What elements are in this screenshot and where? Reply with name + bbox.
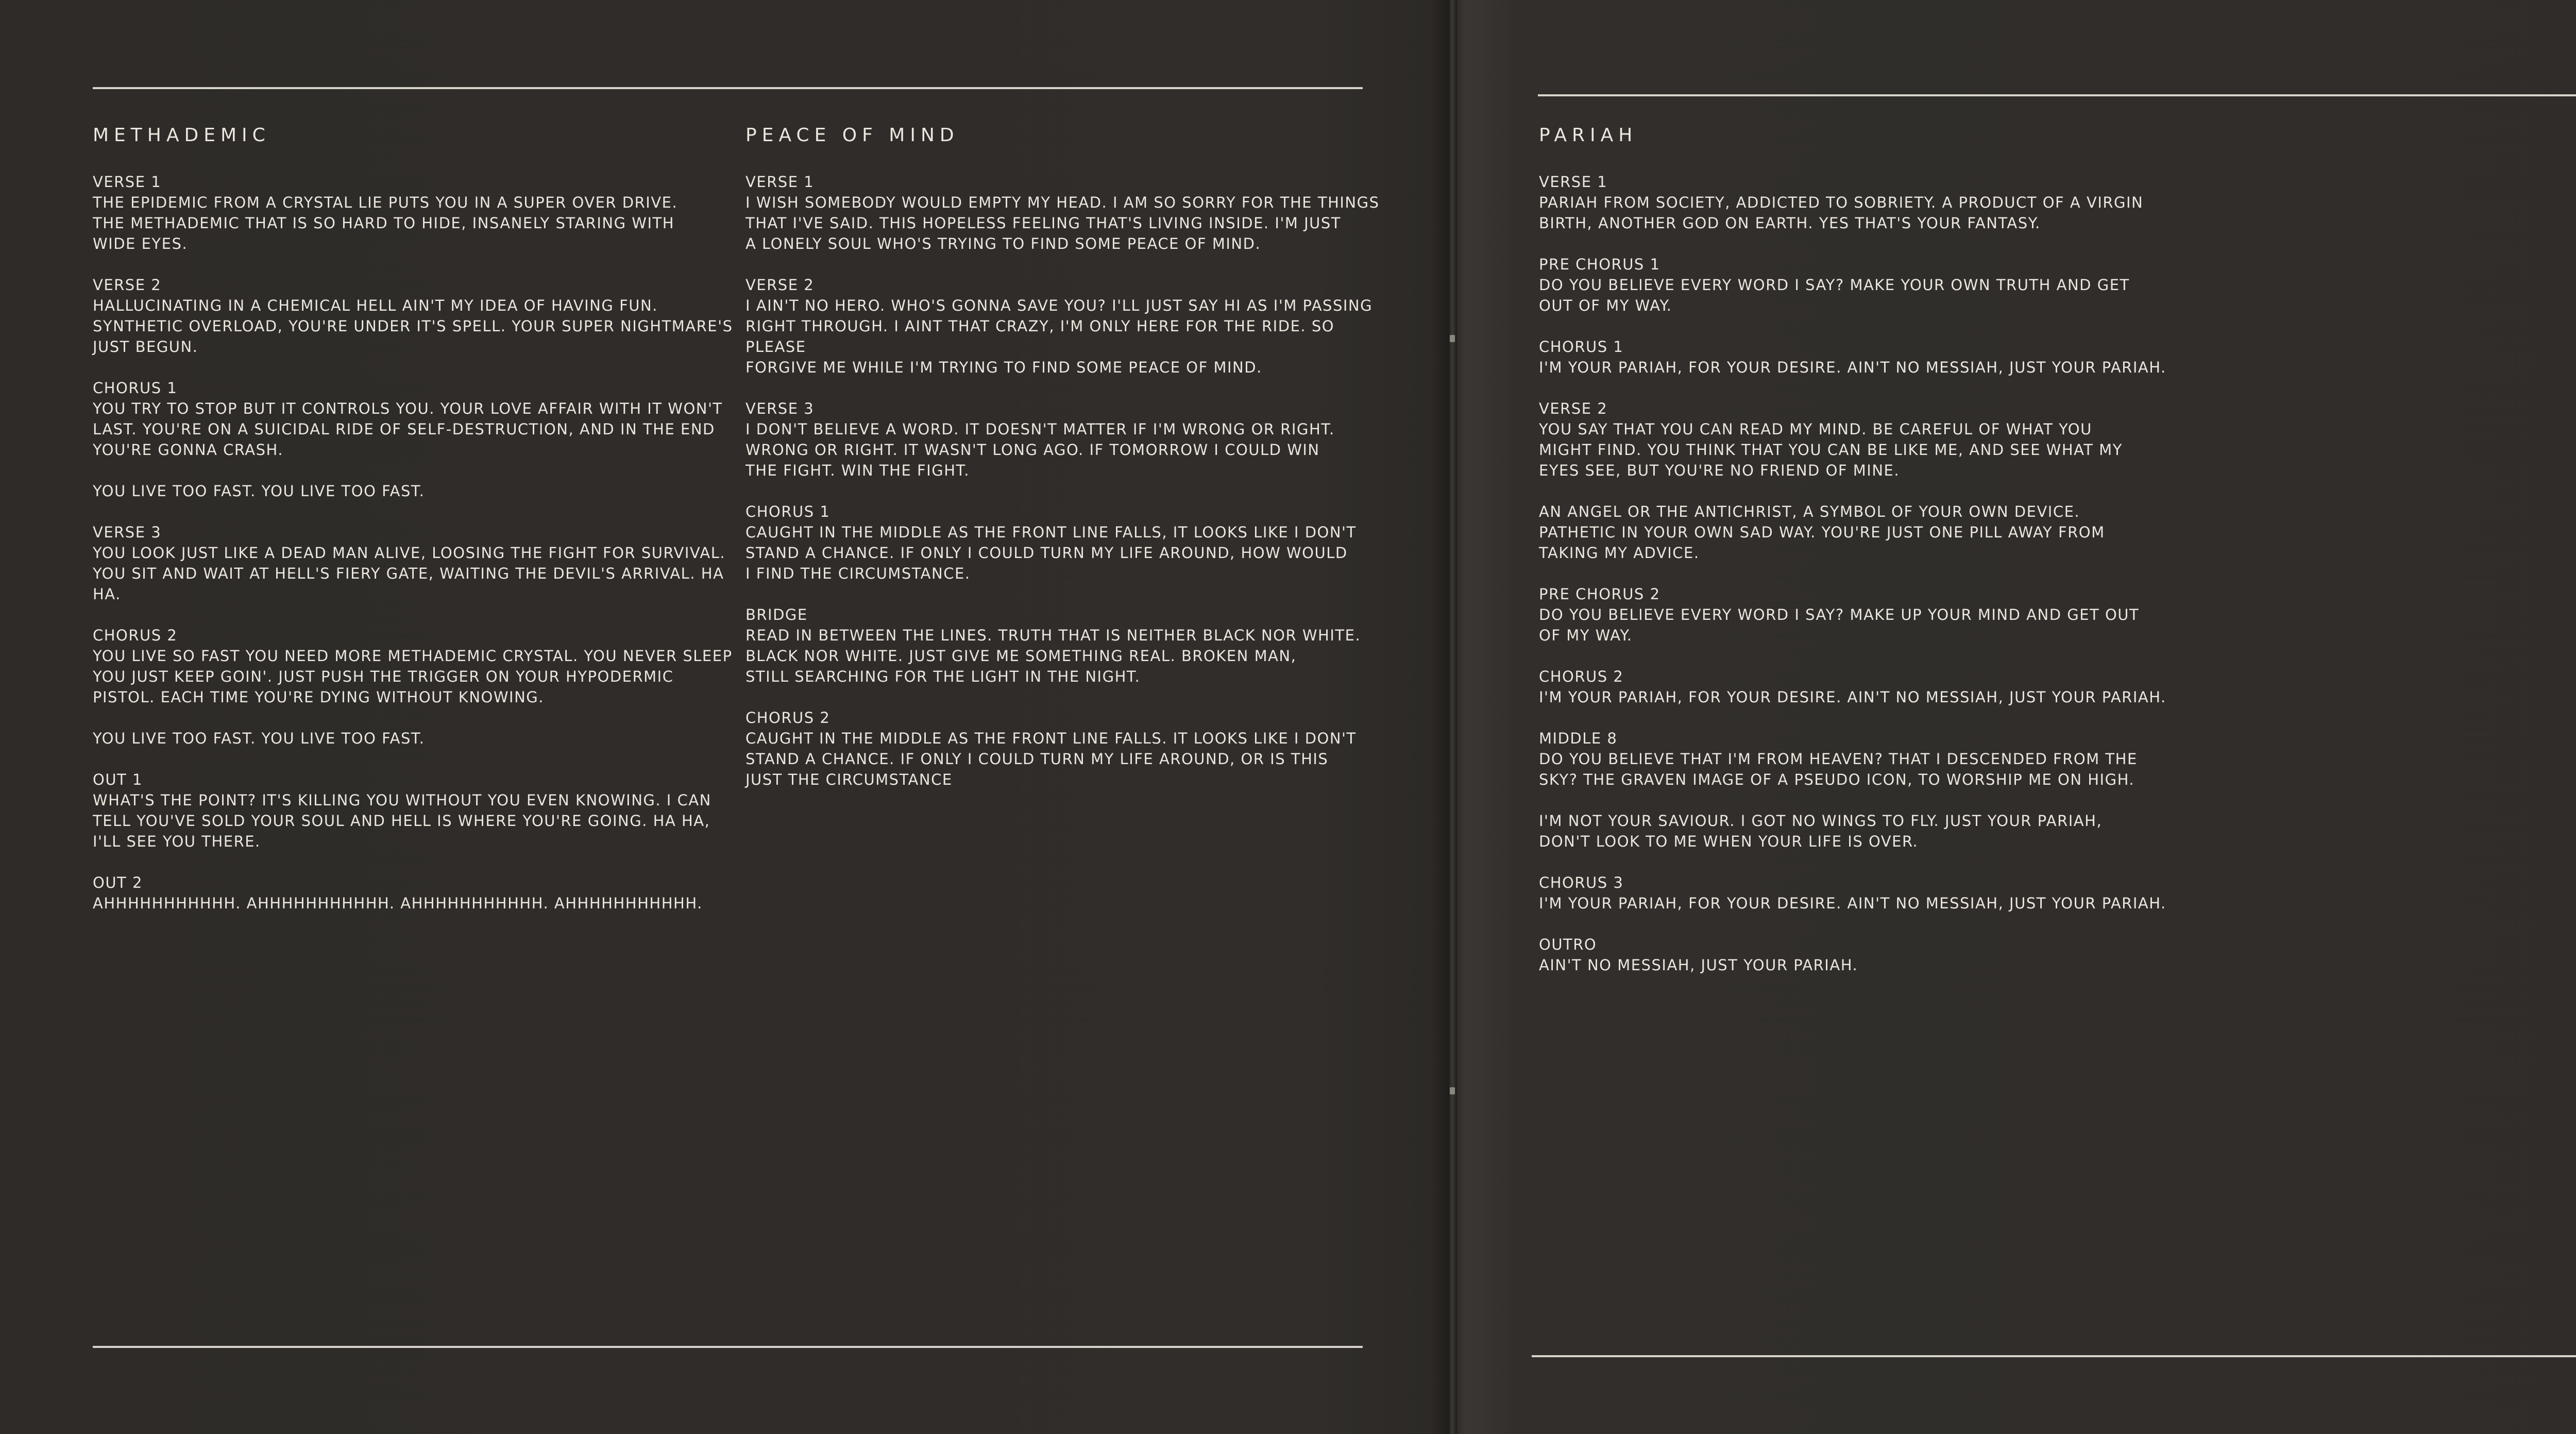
section-label: CHORUS 3	[1539, 874, 1624, 891]
lyric-section	[93, 172, 737, 254]
section-label: PRE CHORUS 2	[1539, 585, 1660, 603]
lyric-text: DO YOU BELIEVE EVERY WORD I SAY? MAKE UP YOUR MIND AND GET OUT OF MY WAY.	[1539, 606, 2140, 644]
section-label: CHORUS 2	[745, 709, 831, 727]
section-label: OUT 1	[93, 771, 143, 788]
lyric-section	[1539, 172, 2209, 233]
lyric-section	[745, 604, 1389, 687]
lyric-text: YOU LOOK JUST LIKE A DEAD MAN ALIVE, LOOSING THE FIGHT FOR SURVIVAL. YOU SIT AND WAIT AT HELL'S FIERY GATE, WAITING THE DEVIL'S ARRIVAL. HA HA.	[93, 544, 726, 603]
lyric-text: WHAT'S THE POINT? IT'S KILLING YOU WITHOUT YOU EVEN KNOWING. I CAN TELL YOU'VE SOLD YOUR SOUL AND HELL IS WHERE YOU'RE GOING. HA HA, I'LL SEE YOU THERE.	[93, 791, 711, 850]
lyric-section	[1539, 501, 2209, 563]
booklet-spine	[1448, 0, 1457, 1434]
staple	[1450, 335, 1455, 342]
top-divider-left	[93, 87, 1363, 89]
lyric-section	[1539, 728, 2209, 790]
lyric-text: I'M YOUR PARIAH, FOR YOUR DESIRE. AIN'T NO MESSIAH, JUST YOUR PARIAH.	[1539, 895, 2166, 912]
lyric-text: READ IN BETWEEN THE LINES. TRUTH THAT IS NEITHER BLACK NOR WHITE. BLACK NOR WHITE. JUST GIVE ME SOMETHING REAL. BROKEN MAN, STILL SEARCHING FOR THE LIGHT IN THE NIGHT.	[745, 627, 1361, 685]
section-label: CHORUS 2	[1539, 668, 1624, 685]
lyric-text: HALLUCINATING IN A CHEMICAL HELL AIN'T MY IDEA OF HAVING FUN. SYNTHETIC OVERLOAD, YOU'RE UNDER IT'S SPELL. YOUR SUPER NIGHTMARE'S JUST BEGUN.	[93, 297, 733, 356]
lyric-text: YOU LIVE TOO FAST. YOU LIVE TOO FAST.	[93, 730, 425, 747]
song-peace-of-mind	[745, 125, 1389, 811]
section-label: PRE CHORUS 1	[1539, 256, 1660, 273]
lyric-section	[745, 707, 1389, 790]
lyric-text: DO YOU BELIEVE THAT I'M FROM HEAVEN? THAT I DESCENDED FROM THE SKY? THE GRAVEN IMAGE OF A PSEUDO ICON, TO WORSHIP ME ON HIGH.	[1539, 750, 2138, 788]
lyric-section	[745, 398, 1389, 481]
lyric-text: I'M YOUR PARIAH, FOR YOUR DESIRE. AIN'T NO MESSIAH, JUST YOUR PARIAH.	[1539, 359, 2166, 376]
lyric-text: CAUGHT IN THE MIDDLE AS THE FRONT LINE FALLS. IT LOOKS LIKE I DON'T STAND A CHANCE. IF ONLY I COULD TURN MY LIFE AROUND, OR IS THIS JUST THE CIRCUMSTANCE	[745, 730, 1357, 788]
song-pariah	[1539, 125, 2209, 996]
lyric-section	[93, 872, 737, 914]
lyric-section	[1539, 398, 2209, 481]
lyric-text: THE EPIDEMIC FROM A CRYSTAL LIE PUTS YOU IN A SUPER OVER DRIVE. THE METHADEMIC THAT IS SO HARD TO HIDE, INSANELY STARING WITH WIDE EYES.	[93, 194, 678, 252]
lyric-text: AN ANGEL OR THE ANTICHRIST, A SYMBOL OF YOUR OWN DEVICE. PATHETIC IN YOUR OWN SAD WAY. YOU'RE JUST ONE PILL AWAY FROM TAKING MY ADVICE.	[1539, 503, 2105, 562]
bottom-divider-right	[1532, 1355, 2576, 1357]
section-label: CHORUS 1	[93, 379, 178, 397]
lyric-section	[1539, 584, 2209, 646]
lyric-section	[93, 728, 737, 749]
staple	[1450, 1087, 1455, 1094]
song-methademic	[93, 125, 737, 934]
lyric-section	[1539, 872, 2209, 914]
lyric-text: I DON'T BELIEVE A WORD. IT DOESN'T MATTER IF I'M WRONG OR RIGHT. WRONG OR RIGHT. IT WASN'T LONG AGO. IF TOMORROW I COULD WIN THE FIGHT. WIN THE FIGHT.	[745, 420, 1335, 479]
section-label: OUT 2	[93, 874, 143, 891]
lyric-text: PARIAH FROM SOCIETY, ADDICTED TO SOBRIETY. A PRODUCT OF A VIRGIN BIRTH, ANOTHER GOD ON EARTH. YES THAT'S YOUR FANTASY.	[1539, 194, 2144, 232]
lyric-section	[93, 522, 737, 604]
section-label: OUTRO	[1539, 936, 1597, 953]
lyric-text: YOU TRY TO STOP BUT IT CONTROLS YOU. YOUR LOVE AFFAIR WITH IT WON'T LAST. YOU'RE ON A SUICIDAL RIDE OF SELF-DESTRUCTION, AND IN THE END YOU'RE GONNA CRASH.	[93, 400, 723, 459]
section-label: MIDDLE 8	[1539, 730, 1618, 747]
song-title: PARIAH	[1539, 125, 1638, 146]
lyric-section	[745, 172, 1389, 254]
lyric-section	[1539, 336, 2209, 378]
section-label: CHORUS 2	[93, 627, 178, 644]
section-label: VERSE 1	[93, 173, 162, 191]
lyric-section	[93, 275, 737, 357]
section-label: VERSE 2	[1539, 400, 1608, 417]
song-title: METHADEMIC	[93, 125, 270, 146]
lyric-section	[1539, 254, 2209, 316]
lyric-section	[93, 481, 737, 501]
lyric-text: I'M YOUR PARIAH, FOR YOUR DESIRE. AIN'T NO MESSIAH, JUST YOUR PARIAH.	[1539, 688, 2166, 706]
lyric-text: YOU LIVE SO FAST YOU NEED MORE METHADEMIC CRYSTAL. YOU NEVER SLEEP YOU JUST KEEP GOIN'. JUST PUSH THE TRIGGER ON YOUR HYPODERMIC PISTOL. EACH TIME YOU'RE DYING WITHOUT KNOWING.	[93, 647, 733, 706]
lyric-text: DO YOU BELIEVE EVERY WORD I SAY? MAKE YOUR OWN TRUTH AND GET OUT OF MY WAY.	[1539, 276, 2130, 314]
section-label: CHORUS 1	[1539, 338, 1624, 356]
lyric-text: AIN'T NO MESSIAH, JUST YOUR PARIAH.	[1539, 956, 1858, 974]
lyric-section	[93, 378, 737, 460]
section-label: VERSE 1	[1539, 173, 1608, 191]
section-label: VERSE 3	[93, 524, 162, 541]
lyric-section	[1539, 811, 2209, 852]
lyric-section	[1539, 934, 2209, 975]
lyric-section	[93, 625, 737, 707]
lyric-section	[1539, 666, 2209, 707]
section-label: VERSE 3	[745, 400, 815, 417]
section-label: BRIDGE	[745, 606, 808, 623]
lyric-text: CAUGHT IN THE MIDDLE AS THE FRONT LINE FALLS, IT LOOKS LIKE I DON'T STAND A CHANCE. IF ONLY I COULD TURN MY LIFE AROUND, HOW WOULD I FIND THE CIRCUMSTANCE.	[745, 524, 1357, 582]
lyric-text: I AIN'T NO HERO. WHO'S GONNA SAVE YOU? I'LL JUST SAY HI AS I'M PASSING RIGHT THROUGH. I AINT THAT CRAZY, I'M ONLY HERE FOR THE RIDE. SO PLEASE FORGIVE ME WHILE I'M TRYING TO FIND SOME PEACE OF MIND.	[745, 297, 1373, 376]
lyric-section	[93, 769, 737, 852]
lyric-text: I'M NOT YOUR SAVIOUR. I GOT NO WINGS TO FLY. JUST YOUR PARIAH, DON'T LOOK TO ME WHEN YOUR LIFE IS OVER.	[1539, 812, 2103, 850]
lyric-section	[745, 275, 1389, 378]
top-divider-right	[1538, 94, 2576, 96]
song-title: PEACE OF MIND	[745, 125, 959, 146]
section-label: CHORUS 1	[745, 503, 831, 520]
section-label: VERSE 2	[93, 276, 162, 294]
lyric-section	[745, 501, 1389, 584]
lyric-text: YOU LIVE TOO FAST. YOU LIVE TOO FAST.	[93, 482, 425, 500]
section-label: VERSE 2	[745, 276, 815, 294]
bottom-divider-left	[93, 1346, 1363, 1348]
lyric-text: AHHHHHHHHHHH. AHHHHHHHHHHH. AHHHHHHHHHHH. AHHHHHHHHHHH.	[93, 895, 703, 912]
lyric-text: YOU SAY THAT YOU CAN READ MY MIND. BE CAREFUL OF WHAT YOU MIGHT FIND. YOU THINK THAT YOU CAN BE LIKE ME, AND SEE WHAT MY EYES SEE, BUT YOU'RE NO FRIEND OF MINE.	[1539, 420, 2123, 479]
lyric-text: I WISH SOMEBODY WOULD EMPTY MY HEAD. I AM SO SORRY FOR THE THINGS THAT I'VE SAID. THIS HOPELESS FEELING THAT'S LIVING INSIDE. I'M JUST A LONELY SOUL WHO'S TRYING TO FIND SOME PEACE OF MIND.	[745, 194, 1380, 252]
section-label: VERSE 1	[745, 173, 815, 191]
